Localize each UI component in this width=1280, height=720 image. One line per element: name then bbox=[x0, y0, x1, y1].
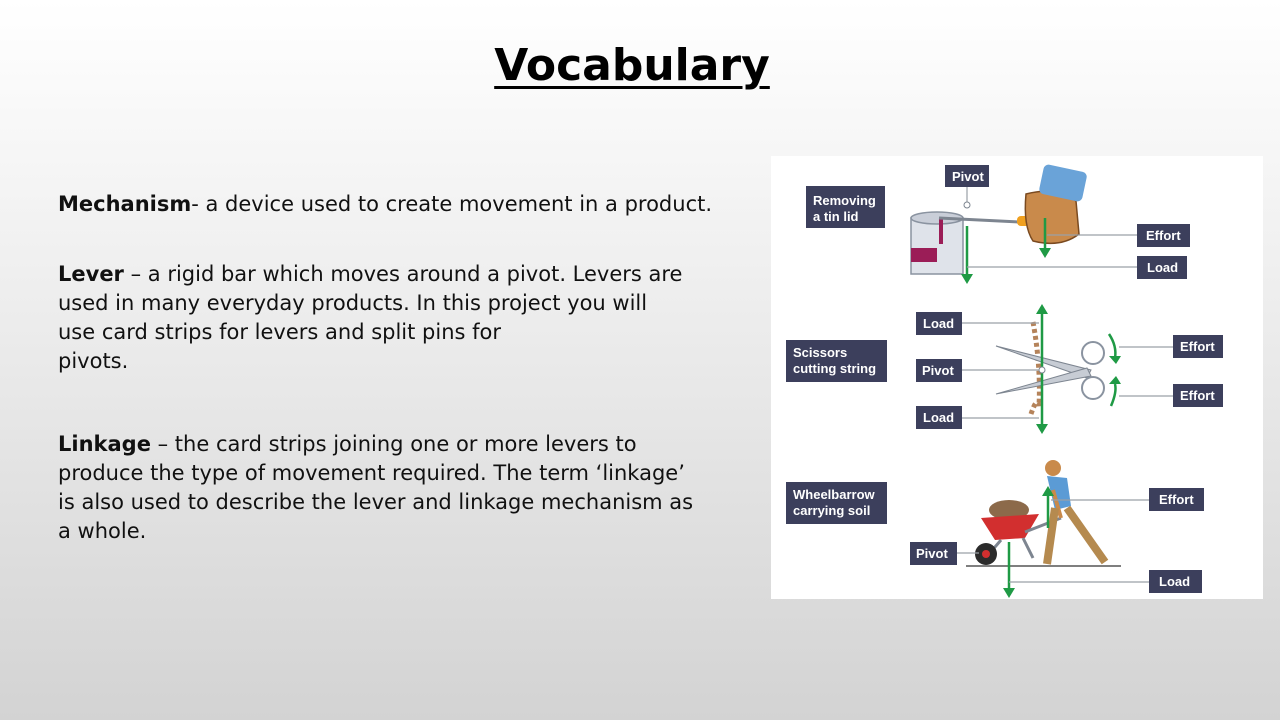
label-scissors-effort-top bbox=[1173, 335, 1223, 358]
svg-text:Load: Load bbox=[923, 410, 955, 425]
svg-text:Effort: Effort bbox=[1146, 228, 1181, 243]
definition-lever-line1 bbox=[58, 260, 718, 289]
label-scissors-load-top bbox=[916, 312, 962, 335]
label-wheelbarrow-load bbox=[1149, 570, 1202, 593]
definition-lever bbox=[58, 260, 718, 376]
svg-text:Load: Load bbox=[1159, 574, 1191, 589]
definition-linkage-line3: is also used to describe the lever and linkage mechanism as bbox=[58, 490, 694, 514]
definition-linkage-line2: produce the type of movement required. The term ‘linkage’ bbox=[58, 461, 685, 485]
label-scissors-pivot bbox=[916, 359, 962, 382]
definition-linkage-text-1: – the card strips joining one or more levers to bbox=[150, 432, 637, 456]
svg-text:Pivot: Pivot bbox=[922, 363, 954, 378]
slide-title: Vocabulary bbox=[494, 40, 770, 91]
definition-linkage bbox=[58, 430, 738, 546]
lever-examples-diagram bbox=[771, 156, 1263, 599]
person-icon bbox=[1045, 460, 1105, 564]
definition-mechanism-text: - a device used to create movement in a product. bbox=[191, 192, 713, 216]
label-scissors-load-bottom bbox=[916, 406, 962, 429]
label-tin-caption bbox=[806, 186, 885, 228]
label-scissors-effort-bottom bbox=[1173, 384, 1223, 407]
svg-text:Effort: Effort bbox=[1180, 388, 1215, 403]
hand-icon bbox=[1025, 164, 1087, 244]
svg-text:Effort: Effort bbox=[1180, 339, 1215, 354]
wheelbarrow-example bbox=[786, 460, 1204, 598]
svg-text:Removing: Removing bbox=[813, 193, 876, 208]
term-lever: Lever bbox=[58, 262, 124, 286]
svg-text:Pivot: Pivot bbox=[916, 546, 948, 561]
label-wheelbarrow-caption bbox=[786, 482, 887, 524]
tin-lid-example bbox=[806, 164, 1190, 284]
svg-text:Load: Load bbox=[923, 316, 955, 331]
definition-lever-text-1: – a rigid bar which moves around a pivot. Levers are bbox=[123, 262, 683, 286]
svg-text:cutting string: cutting string bbox=[793, 361, 877, 376]
paint-tin-icon bbox=[911, 212, 963, 274]
label-tin-pivot bbox=[945, 165, 989, 187]
svg-text:a tin lid: a tin lid bbox=[813, 209, 859, 224]
label-wheelbarrow-effort bbox=[1149, 488, 1204, 511]
term-linkage: Linkage bbox=[58, 432, 151, 456]
definition-mechanism bbox=[58, 190, 758, 219]
definition-lever-line3: use card strips for levers and split pins for bbox=[58, 320, 502, 344]
label-tin-load bbox=[1137, 256, 1187, 279]
svg-text:Pivot: Pivot bbox=[952, 169, 984, 184]
svg-text:carrying soil: carrying soil bbox=[793, 503, 871, 518]
scissors-example bbox=[786, 304, 1223, 434]
svg-text:Load: Load bbox=[1147, 260, 1179, 275]
definition-lever-line4: pivots. bbox=[58, 349, 129, 373]
definition-lever-line2: used in many everyday products. In this project you will bbox=[58, 291, 648, 315]
label-tin-effort bbox=[1137, 224, 1190, 247]
svg-text:Scissors: Scissors bbox=[793, 345, 848, 360]
svg-text:Wheelbarrow: Wheelbarrow bbox=[793, 487, 875, 502]
svg-text:Effort: Effort bbox=[1159, 492, 1194, 507]
definition-linkage-line4: a whole. bbox=[58, 519, 147, 543]
term-mechanism: Mechanism bbox=[58, 192, 192, 216]
definition-linkage-line1 bbox=[58, 430, 738, 459]
label-wheelbarrow-pivot bbox=[910, 542, 957, 565]
label-scissors-caption bbox=[786, 340, 887, 382]
